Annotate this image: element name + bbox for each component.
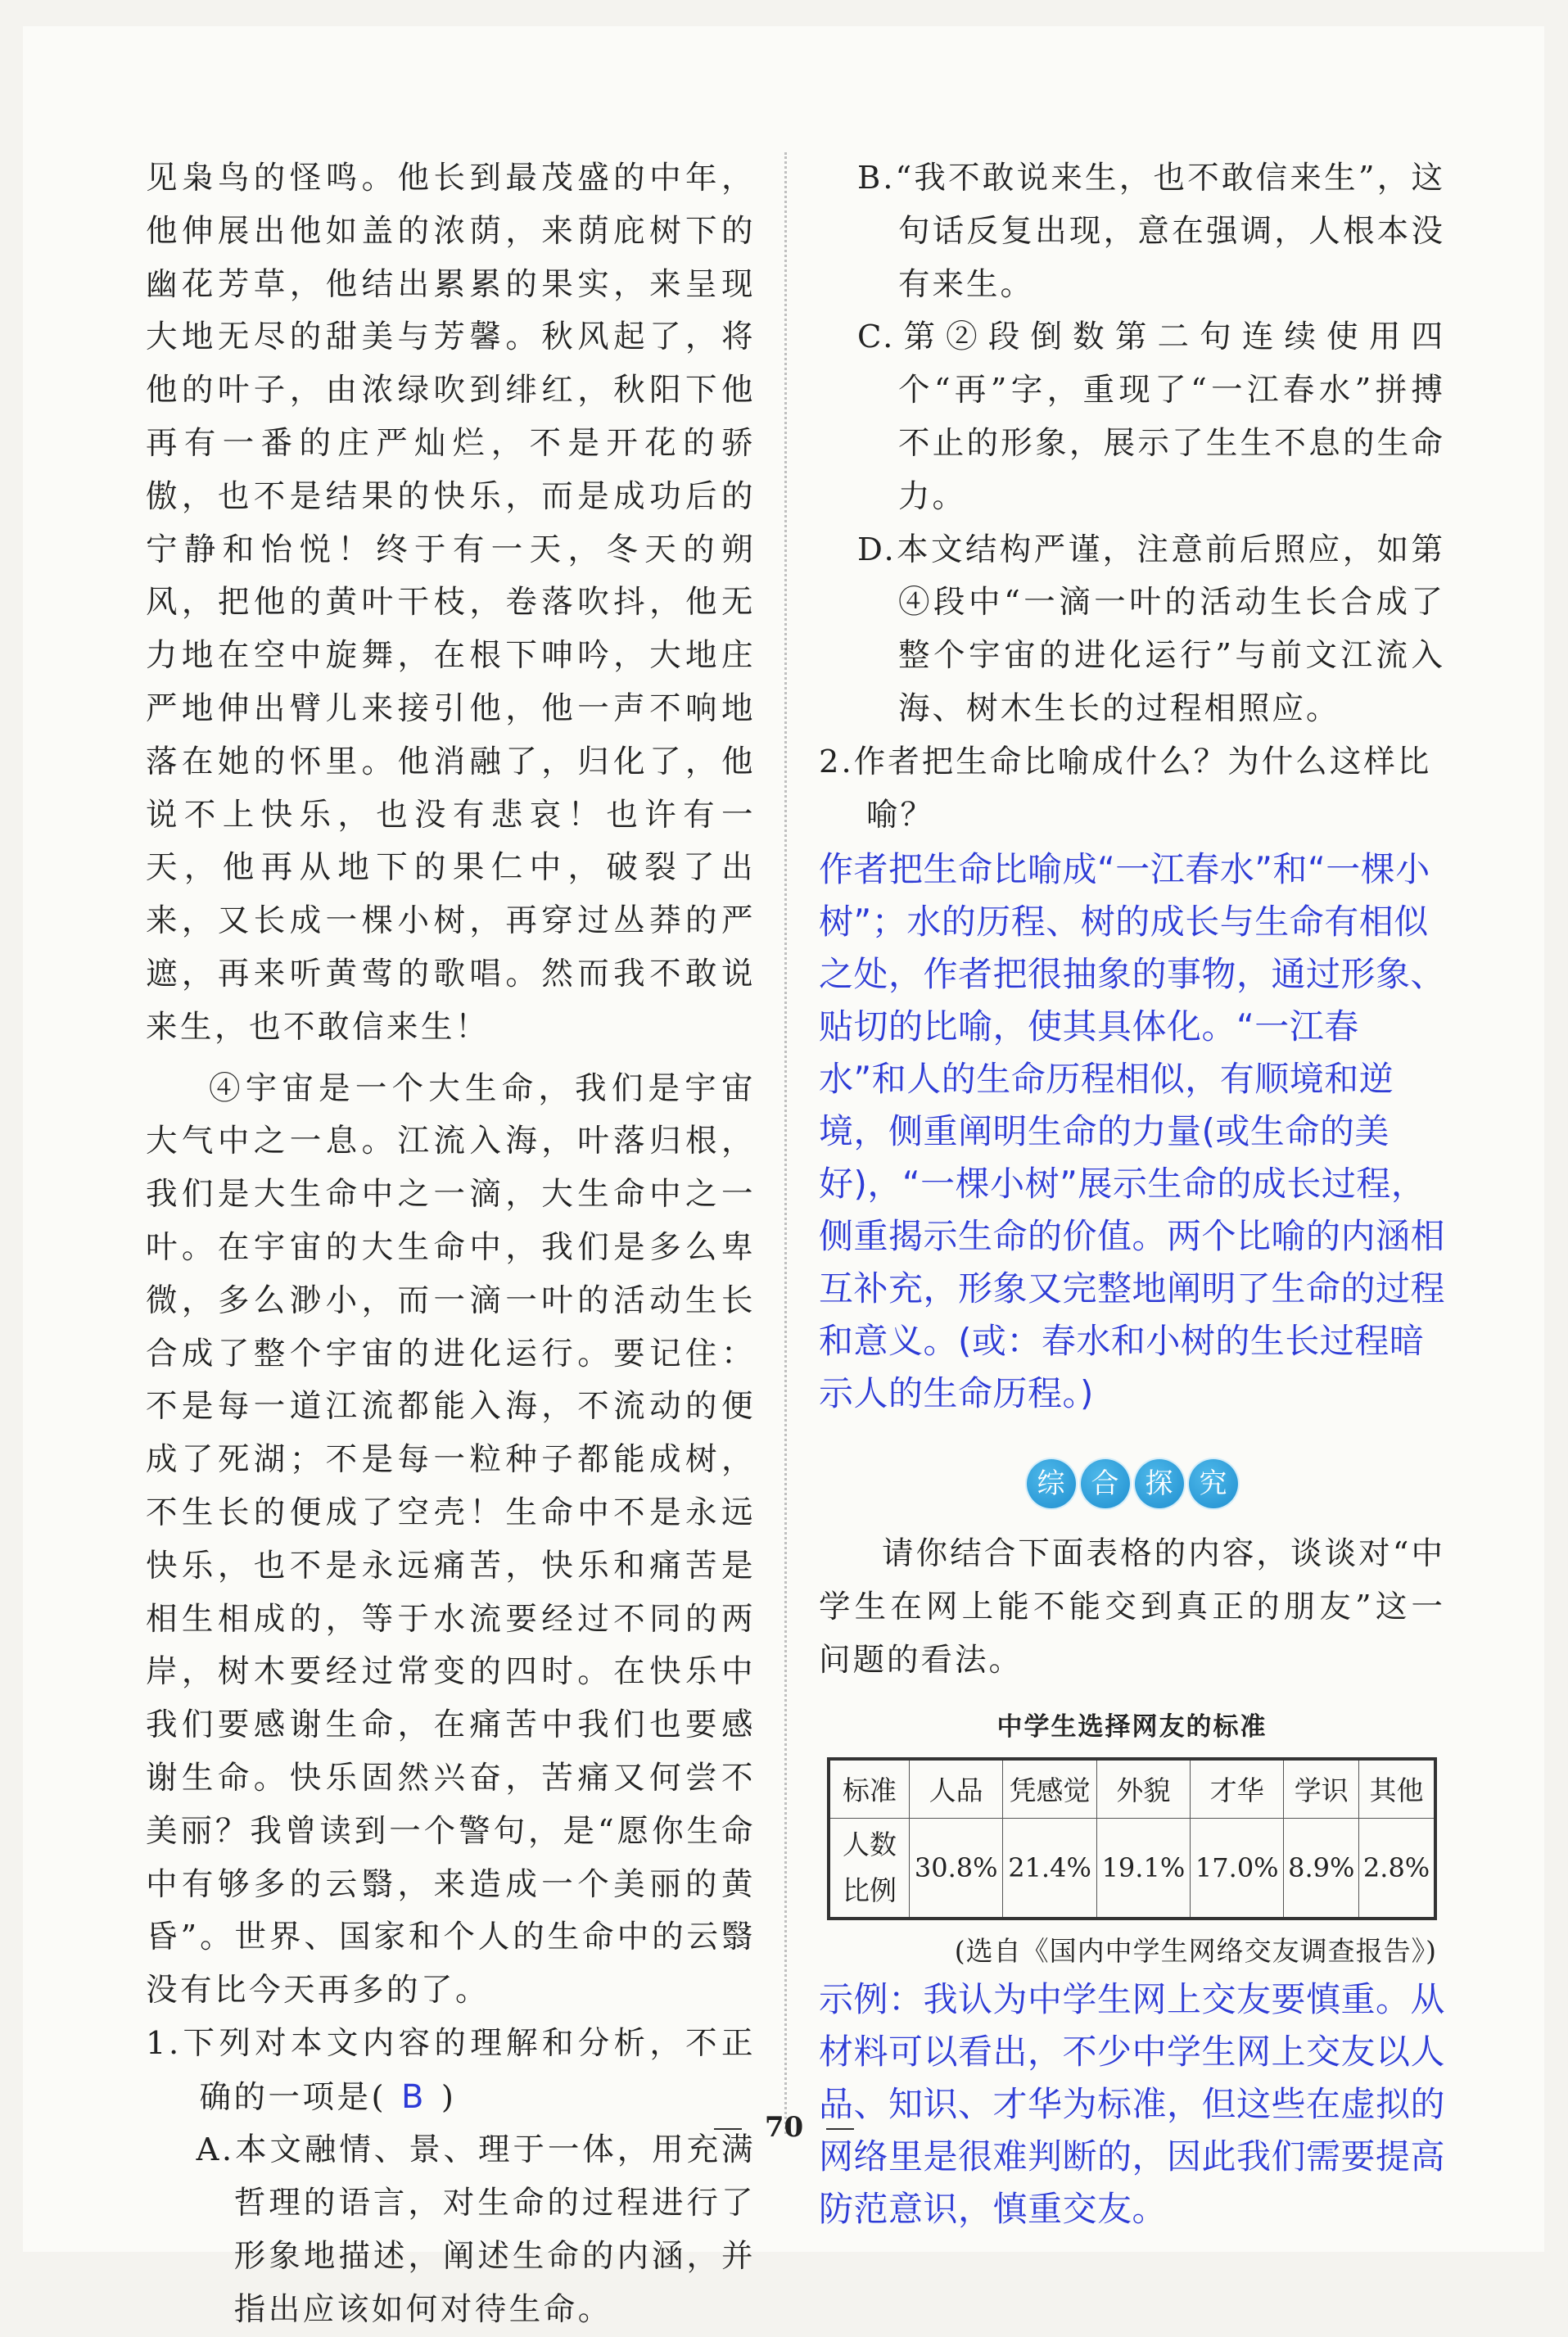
table-title: 中学生选择网友的标准 [996, 1711, 1268, 1742]
table-column-header: 外貌 [1096, 1759, 1190, 1819]
option-c: C.第②段倒数第二句连续使用四个“再”字，重现了“一江春水”拼搏不止的形象，展示了生生不息的生命力。 [857, 319, 1445, 515]
table-cell: 8.9% [1284, 1818, 1359, 1919]
section-badge: 究 [1189, 1459, 1238, 1508]
passage-paragraph-4: ④宇宙是一个大生命，我们是宇宙大气中之一息。江流入海，叶落归根，我们是大生命中之一滴，大生命中之一叶。在宇宙的大生命中，我们是多么卑微，多么渺小，而一滴一叶的活动生长合成了整个宇宙的进化运行。要记住：不是每一道江流都能入海，不流动的便成了死湖；不是每一粒种子都能成树，不生长的便成了空壳！生命中不是永远快乐，也不是永远痛苦，快乐和痛苦是相生相成的，等于水流要经过不同的两岸，树木要经过常变的四时。在快乐中我们要感谢生命，在痛苦中我们也要感谢生命。快乐固然兴奋，苦痛又何尝不美丽？我曾读到一个警句，是“愿你生命中有够多的云翳，来造成一个美丽的黄昏”。世界、国家和个人的生命中的云翳没有比今天再多的了。 [146, 1069, 756, 2009]
question-1 [146, 2018, 756, 2125]
table-source: (选自《国内中学生网络交友调查报告》) [954, 1934, 1437, 1967]
section-badge: 合 [1081, 1459, 1130, 1508]
option-a: A.本文融情、景、理于一体，用充满哲理的语言，对生命的过程进行了形象地描述，阐述生命的内涵，并指出应该如何对待生命。 [196, 2131, 756, 2328]
table-header-label: 标准 [829, 1759, 910, 1819]
table-cell: 2.8% [1359, 1818, 1435, 1919]
table-cell: 21.4% [1003, 1818, 1096, 1919]
table-column-header: 人品 [910, 1759, 1003, 1819]
table-column-header: 才华 [1191, 1759, 1284, 1819]
table-column-header: 凭感觉 [1003, 1759, 1096, 1819]
table-cell: 17.0% [1191, 1818, 1284, 1919]
right-column [819, 152, 1445, 2235]
table-row-label: 人数比例 [829, 1818, 910, 1919]
page-number-dash [826, 2128, 854, 2130]
criteria-table [827, 1757, 1437, 1920]
left-column [146, 152, 756, 2337]
section-badge: 探 [1135, 1459, 1184, 1508]
inquiry-answer: 示例：我认为中学生网上交友要慎重。从材料可以看出，不少中学生网上交友以人品、知识、才华为标准，但这些在虚拟的网络里是很难判断的，因此我们需要提高防范意识，慎重交友。 [819, 1978, 1446, 2229]
table-column-header: 学识 [1284, 1759, 1359, 1819]
page-number-value: 70 [764, 2111, 804, 2144]
table-header-row [829, 1759, 1435, 1819]
inquiry-prompt: 请你结合下面表格的内容，谈谈对“中学生在网上能不能交到真正的朋友”这一问题的看法。 [819, 1535, 1445, 1679]
question-2-answer: 作者把生命比喻成“一江春水”和“一棵小树”；水的历程、树的成长与生命有相似之处，作者把很抽象的事物，通过形象、贴切的比喻，使其具体化。“一江春水”和人的生命历程相似，有顺境和逆境，侧重阐明生命的力量(或生命的美好)，“一棵小树”展示生命的成长过程，侧重揭示生命的价值。两个比喻的内涵相互补充，形象又完整地阐明了生命的过程和意义。(或：春水和小树的生长过程暗示人的生命历程。) [819, 849, 1446, 1414]
page-number [0, 2111, 1568, 2144]
table-row [829, 1818, 1435, 1919]
section-heading [819, 1459, 1445, 1508]
question-2: 2.作者把生命比喻成什么？为什么这样比喻？ [819, 743, 1432, 834]
option-d: D.本文结构严谨，注意前后照应，如第④段中“一滴一叶的活动生长合成了整个宇宙的进化运行”与前文江流入海、树木生长的过程相照应。 [857, 531, 1445, 727]
section-badge: 综 [1027, 1459, 1076, 1508]
option-b: B.“我不敢说来生，也不敢信来生”，这句话反复出现，意在强调，人根本没有来生。 [857, 160, 1445, 303]
question-1-suffix: ) [441, 2078, 457, 2116]
question-1-answer: B [400, 2077, 427, 2116]
table-cell: 19.1% [1096, 1818, 1190, 1919]
table-cell: 30.8% [910, 1818, 1003, 1919]
column-divider [784, 152, 787, 2134]
table-column-header: 其他 [1359, 1759, 1435, 1819]
question-1-prefix: 1.下列对本文内容的理解和分析，不正确的一项是( [146, 2024, 756, 2116]
page-number-dash [714, 2128, 742, 2130]
passage-paragraph-3: 见枭鸟的怪鸣。他长到最茂盛的中年，他伸展出他如盖的浓荫，来荫庇树下的幽花芳草，他结出累累的果实，来呈现大地无尽的甜美与芳馨。秋风起了，将他的叶子，由浓绿吹到绯红，秋阳下他再有一番的庄严灿烂，不是开花的骄傲，也不是结果的快乐，而是成功后的宁静和怡悦！终于有一天，冬天的朔风，把他的黄叶干枝，卷落吹抖，他无力地在空中旋舞，在根下呻吟，大地庄严地伸出臂儿来接引他，他一声不响地落在她的怀里。他消融了，归化了，他说不上快乐，也没有悲哀！也许有一天，他再从地下的果仁中，破裂了出来，又长成一棵小树，再穿过丛莽的严遮，再来听黄莺的歌唱。然而我不敢说来生，也不敢信来生！ [146, 160, 756, 1046]
